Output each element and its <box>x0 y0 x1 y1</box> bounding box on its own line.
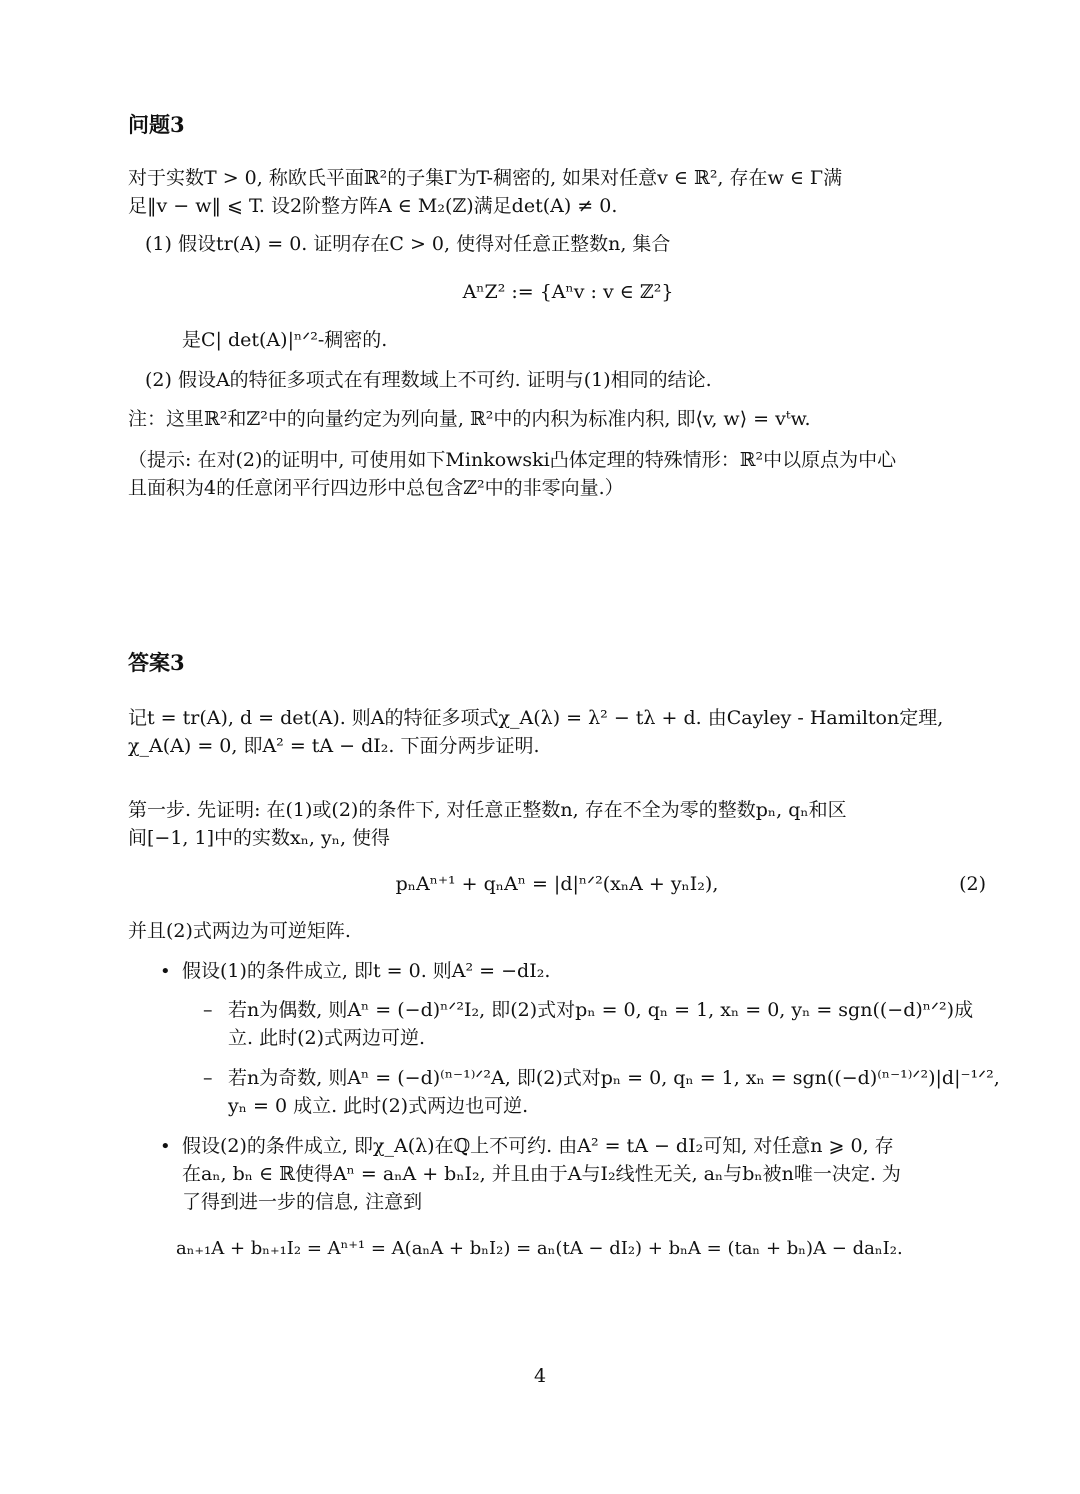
problem-intro-line-1: 对于实数T > 0, 称欧氏平面ℝ²的子集Γ为T-稠密的, 如果对任意v ∈ ℝ², 存在w ∈ Γ满 <box>128 167 843 189</box>
step1-line-2: 间[−1, 1]中的实数xₙ, yₙ, 使得 <box>128 827 391 849</box>
answer-line-1: 记t = tr(A), d = det(A). 则A的特征多项式χ_A(λ) = λ² − tλ + d. 由Cayley - Hamilton定理, <box>128 707 944 729</box>
problem-part-1-end: 是C| det(A)|ⁿᐟ²-稠密的. <box>182 329 388 351</box>
problem-hint-line-2: 且面积为4的任意闭平行四边形中总包含ℤ²中的非零向量.） <box>128 477 624 499</box>
even-case-line-1: 若n为偶数, 则Aⁿ = (−d)ⁿᐟ²I₂, 即(2)式对pₙ = 0, qₙ = 1, xₙ = 0, yₙ = sgn((−d)ⁿᐟ²)成 <box>228 999 974 1021</box>
bullet-marker: • <box>160 961 171 982</box>
set-equation: AⁿZ² := {Aⁿv : v ∈ ℤ²} <box>462 281 674 303</box>
odd-case-line-1: 若n为奇数, 则Aⁿ = (−d)⁽ⁿ⁻¹⁾ᐟ²A, 即(2)式对pₙ = 0, qₙ = 1, xₙ = sgn((−d)⁽ⁿ⁻¹⁾ᐟ²)|d|⁻¹ᐟ², <box>228 1067 1000 1089</box>
page-number: 4 <box>533 1365 547 1387</box>
problem-part-1: (1) 假设tr(A) = 0. 证明存在C > 0, 使得对任意正整数n, 集合 <box>145 233 671 255</box>
answer-title: 答案3 <box>128 650 185 675</box>
step1-line-1: 第一步. 先证明: 在(1)或(2)的条件下, 对任意正整数n, 存在不全为零的整数pₙ, qₙ和区 <box>128 799 847 821</box>
problem-hint-line-1: （提示: 在对(2)的证明中, 可使用如下Minkowski凸体定理的特殊情形：ℝ²中以原点为中心 <box>128 449 897 471</box>
bullet-2-line-3: 了得到进一步的信息, 注意到 <box>182 1191 423 1213</box>
problem-intro-line-2: 足‖v − w‖ ⩽ T. 设2阶整方阵A ∈ M₂(ℤ)满足det(A) ≠ 0. <box>128 195 618 217</box>
final-equation: aₙ₊₁A + bₙ₊₁I₂ = Aⁿ⁺¹ = A(aₙA + bₙI₂) = aₙ(tA − dI₂) + bₙA = (taₙ + bₙ)A − daₙI₂. <box>176 1238 903 1259</box>
odd-case-line-2: yₙ = 0 成立. 此时(2)式两边也可逆. <box>228 1095 529 1117</box>
equation-2-body: pₙAⁿ⁺¹ + qₙAⁿ = |d|ⁿᐟ²(xₙA + yₙI₂), <box>395 873 719 895</box>
invertible-statement: 并且(2)式两边为可逆矩阵. <box>128 920 351 942</box>
equation-2-tag: (2) <box>959 873 986 895</box>
problem-note: 注：这里ℝ²和ℤ²中的向量约定为列向量, ℝ²中的内积为标准内积, 即⟨v, w⟩ = vᵗw. <box>128 408 811 430</box>
bullet-2-line-2: 在aₙ, bₙ ∈ ℝ使得Aⁿ = aₙA + bₙI₂, 并且由于A与I₂线性无关, aₙ与bₙ被n唯一决定. 为 <box>182 1163 901 1185</box>
problem-title: 问题3 <box>128 112 185 137</box>
problem-part-2: (2) 假设A的特征多项式在有理数域上不可约. 证明与(1)相同的结论. <box>145 369 712 391</box>
equation-2 <box>128 868 986 901</box>
dash-marker: – <box>203 999 213 1021</box>
even-case-line-2: 立. 此时(2)式两边可逆. <box>228 1027 426 1049</box>
bullet-1: 假设(1)的条件成立, 即t = 0. 则A² = −dI₂. <box>182 960 551 982</box>
dash-marker: – <box>203 1067 213 1089</box>
bullet-2-line-1: 假设(2)的条件成立, 即χ_A(λ)在ℚ上不可约. 由A² = tA − dI₂可知, 对任意n ⩾ 0, 存 <box>182 1135 894 1157</box>
answer-line-2: χ_A(A) = 0, 即A² = tA − dI₂. 下面分两步证明. <box>128 735 540 757</box>
bullet-marker: • <box>160 1136 171 1157</box>
